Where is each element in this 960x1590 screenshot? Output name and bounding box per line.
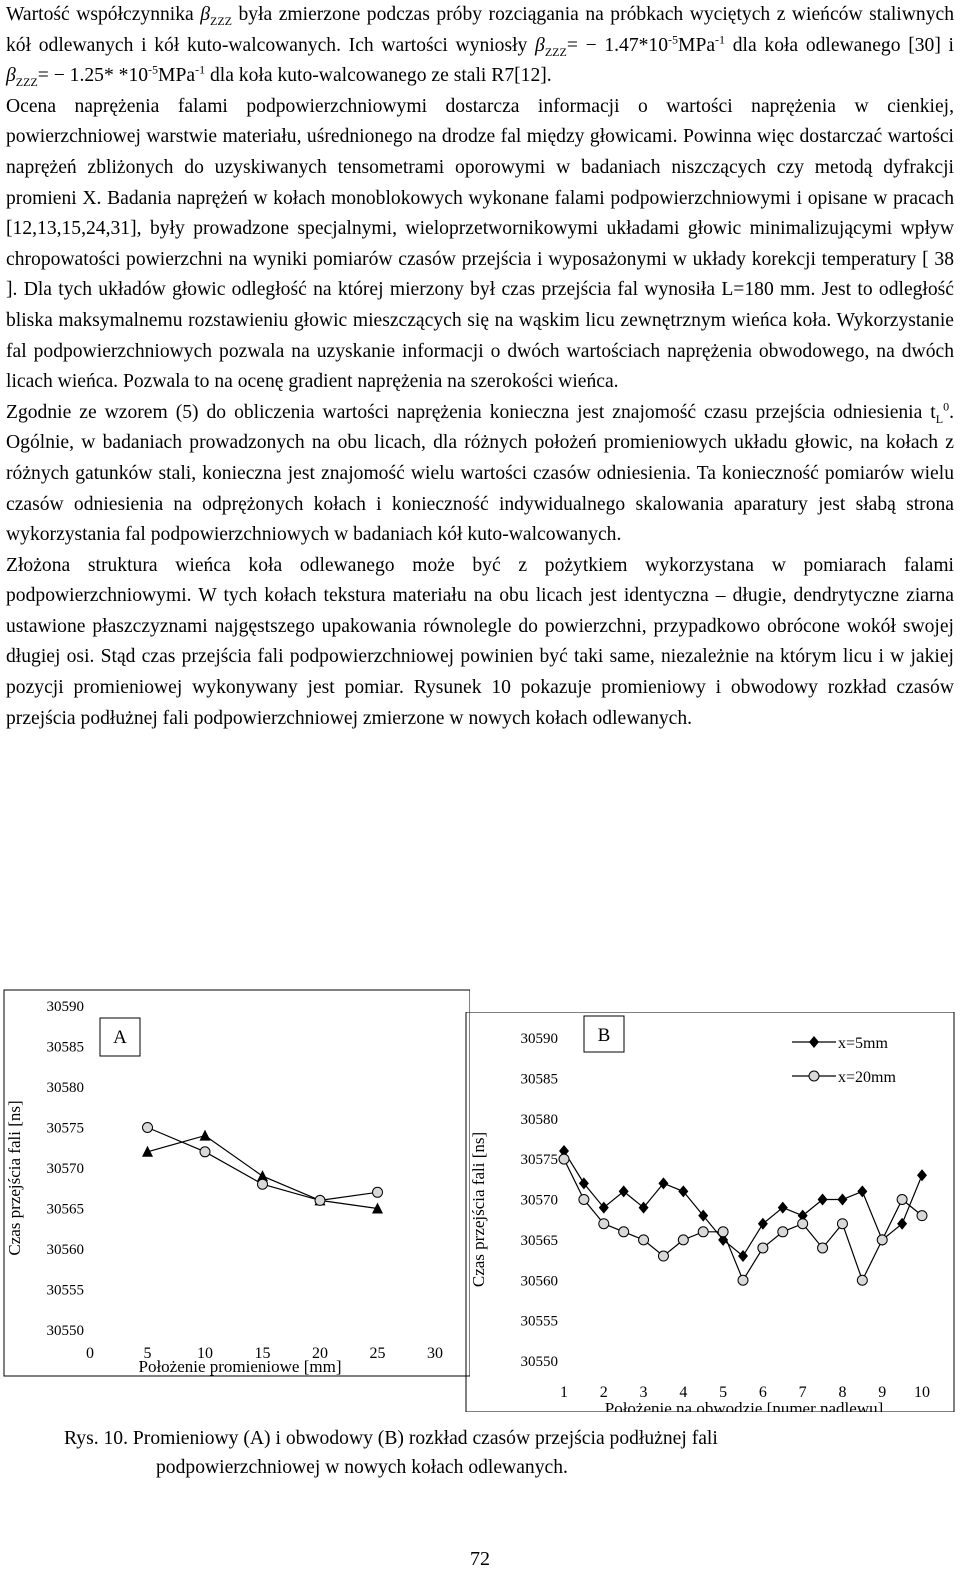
data-point <box>143 1123 153 1133</box>
x-tick-label: 1 <box>560 1384 568 1401</box>
x-tick-label: 7 <box>798 1384 807 1401</box>
legend-label: x=5mm <box>838 1035 888 1052</box>
data-point <box>200 1130 211 1141</box>
data-point <box>818 1243 828 1253</box>
p1-text-3: = − 1.47*10 <box>566 34 669 56</box>
data-point <box>738 1250 748 1262</box>
x-tick-label: 6 <box>758 1384 767 1401</box>
subscript: ZZZ <box>209 13 232 28</box>
y-tick-label: 30575 <box>46 1120 84 1137</box>
data-point <box>579 1195 589 1205</box>
y-tick-label: 30585 <box>520 1071 558 1088</box>
data-point <box>758 1243 768 1253</box>
figure-caption <box>64 1424 944 1482</box>
data-point <box>619 1185 629 1197</box>
data-point <box>599 1219 609 1229</box>
data-point <box>678 1235 688 1245</box>
x-tick-label: 5 <box>719 1384 728 1401</box>
p1-text-2: była zmierzone podczas próby rozciągania na próbkach wyciętych z wieńców staliwnych kół odlewanych i kół kuto-walcowanych. Ich wartości wyniosły <box>6 4 954 56</box>
x-tick-label: 10 <box>197 1345 213 1362</box>
legend-marker <box>809 1071 819 1081</box>
y-tick-label: 30560 <box>520 1273 558 1290</box>
data-point <box>258 1179 268 1189</box>
data-point <box>778 1227 788 1237</box>
beta-symbol: β <box>6 65 16 87</box>
p1-text-5: dla koła odlewanego [30] i <box>725 34 954 56</box>
x-tick-label: 9 <box>878 1384 887 1401</box>
y-tick-label: 30565 <box>520 1232 558 1249</box>
legend-marker <box>809 1036 819 1048</box>
y-tick-label: 30580 <box>46 1080 84 1096</box>
p1-text-1: Wartość współczynnika <box>6 4 201 25</box>
data-point <box>315 1195 325 1205</box>
data-point <box>837 1194 847 1206</box>
y-tick-label: 30560 <box>46 1242 84 1258</box>
data-point <box>877 1235 887 1245</box>
p1-text-7: MPa <box>158 65 196 87</box>
y-tick-label: 30585 <box>46 1039 84 1056</box>
panel-label: A <box>113 1027 127 1048</box>
data-point <box>917 1169 927 1181</box>
x-tick-label: 25 <box>369 1345 386 1362</box>
y-tick-label: 30580 <box>520 1111 558 1128</box>
superscript: -1 <box>715 32 726 47</box>
data-point <box>798 1219 808 1229</box>
y-tick-label: 30590 <box>520 1031 558 1047</box>
y-tick-label: 30550 <box>520 1354 558 1370</box>
page-number: 72 <box>470 1548 490 1570</box>
caption-line-1: Rys. 10. Promieniowy (A) i obwodowy (B) rozkład czasów przejścia podłużnej fali <box>64 1428 718 1449</box>
x-tick-label: 15 <box>254 1345 271 1362</box>
data-point <box>857 1185 867 1197</box>
paragraph-4: Złożona struktura wieńca koła odlewanego może być z pożytkiem wykorzystana w pomiarach falami podpowierzchniowymi. W tych kołach tekstura materiału na obu licach jest identyczna – długie, dendrytyczne ziarna ustawione płaszczyznami najgęstszego upakowania równolegle do powierzchni, przypadkowo obrócone wokół swojej długiej osi. Stąd czas przejścia fali podpowierzchniowej powinien być taki same, niezależnie na którym licu i w jakiej pozycji promieniowej wykonywany jest pomiar. Rysunek 10 pokazuje promieniowy i obwodowy rozkład czasów przejścia podłużnej fali podpowierzchniowej zmierzone w nowych kołach odlewanych. <box>6 554 954 729</box>
series-line <box>564 1151 922 1256</box>
y-axis-label: Czas przejścia fali [ns] <box>5 1100 24 1256</box>
y-tick-label: 30555 <box>520 1313 558 1330</box>
x-tick-label: 0 <box>86 1345 94 1362</box>
superscript: 0 <box>943 399 950 414</box>
chart-b-svg <box>462 1012 960 1412</box>
panel-label: B <box>597 1025 611 1046</box>
series-line <box>564 1159 922 1280</box>
subscript: ZZZ <box>544 44 567 59</box>
x-axis-label: Położenie promieniowe [mm] <box>138 1357 342 1376</box>
paragraph-2: Ocena naprężenia falami podpowierzchniowymi dostarcza informacji o wartości naprężenia w cienkiej, powierzchniowej warstwie materiału, uśrednionego na drodze fal między głowicami. Powinna więc dostarczać wartości naprężeń zbliżonych do uzyskiwanych tensometrami oporowymi w badaniach niszczących czy metodą dyfrakcji promieni X. Badania naprężeń w kołach monoblokowych wykonane falami podpowierzchniowymi i opisane w pracach [12,13,15,24,31], były prowadzone specjalnymi, wieloprzetwornikowymi układami głowic minimalizującymi wpływ chropowatości powierzchni na wyniki pomiarów czasów przejścia i wyposażonymi w układy korekcji temperatury [ 38 ]. Dla tych układów głowic odległość na której mierzony był czas przejścia fal wynosiła L=180 mm. Jest to odległość bliska maksymalnemu rozstawieniu głowic mieszczących się na wąskim licu zewnętrznym wieńca koła. Wykorzystanie fal podpowierzchniowych pozwala na uzyskanie informacji o dwóch wartościach naprężenia obwodowego, na dwóch licach wieńca. Pozwala to na ocenę gradient naprężenia na szerokości wieńca. <box>6 95 954 393</box>
x-tick-label: 10 <box>914 1384 930 1401</box>
data-point <box>897 1218 907 1230</box>
y-tick-label: 30565 <box>46 1201 84 1218</box>
data-point <box>639 1235 649 1245</box>
data-point <box>897 1195 907 1205</box>
x-tick-label: 8 <box>838 1384 847 1401</box>
chart-b <box>462 1012 960 1412</box>
beta-symbol: β <box>535 34 545 56</box>
data-point <box>837 1219 847 1229</box>
data-point <box>857 1275 867 1285</box>
p3-text-1: Zgodnie ze wzorem (5) do obliczenia wartości naprężenia konieczna jest znajomość czasu przejścia odniesienia t <box>6 401 936 423</box>
data-point <box>200 1147 210 1157</box>
x-tick-label: 30 <box>427 1345 443 1362</box>
superscript: -5 <box>148 62 159 77</box>
superscript: -5 <box>668 32 679 47</box>
subscript: L <box>935 411 944 426</box>
superscript: -1 <box>195 62 206 77</box>
subscript: ZZZ <box>15 75 38 90</box>
chart-a-svg <box>0 970 470 1390</box>
x-tick-label: 2 <box>599 1384 608 1401</box>
paragraph-1 <box>6 0 954 92</box>
data-point <box>758 1218 768 1230</box>
data-point <box>559 1154 569 1164</box>
paragraph-3 <box>6 398 954 551</box>
data-point <box>818 1194 828 1206</box>
legend-label: x=20mm <box>838 1069 896 1086</box>
y-tick-label: 30575 <box>520 1152 558 1169</box>
data-point <box>917 1211 927 1221</box>
y-tick-label: 30550 <box>46 1323 84 1339</box>
data-point <box>373 1187 383 1197</box>
data-point <box>718 1227 728 1237</box>
x-tick-label: 5 <box>143 1345 152 1362</box>
p1-text-6: = − 1.25* *10 <box>37 65 149 87</box>
p3-text-2: . Ogólnie, w badaniach prowadzonych na obu licach, dla różnych położeń promieniowych układu głowic, na kołach z różnych gatunków stali, konieczna jest znajomość wielu wartości czasów odniesienia. Ta konieczność pomiarów wielu czasów odniesienia na odprężonych kołach i konieczność indywidualnego skalowania aparatury jest słabą strona wykorzystania fal podpowierzchniowych w badaniach kół kuto-walcowanych. <box>6 401 954 546</box>
p1-text-8: dla koła kuto-walcowanego ze stali R7[12]. <box>205 65 552 87</box>
data-point <box>698 1227 708 1237</box>
p1-text-4: MPa <box>678 34 716 56</box>
x-tick-label: 4 <box>679 1384 688 1401</box>
data-point <box>738 1275 748 1285</box>
data-point <box>658 1251 668 1261</box>
y-tick-label: 30570 <box>520 1192 558 1209</box>
y-tick-label: 30590 <box>46 999 84 1015</box>
x-tick-label: 3 <box>639 1384 648 1401</box>
x-tick-label: 20 <box>312 1345 328 1362</box>
y-tick-label: 30555 <box>46 1282 84 1299</box>
y-tick-label: 30570 <box>46 1161 84 1177</box>
body-text <box>6 0 954 734</box>
y-axis-label: Czas przejścia fali [ns] <box>469 1131 488 1288</box>
x-axis-label: Położenie na obwodzie [numer nadlewu] <box>604 1399 884 1412</box>
data-point <box>778 1202 788 1214</box>
data-point <box>619 1227 629 1237</box>
chart-a <box>0 970 470 1390</box>
caption-line-2: podpowierzchniowej w nowych kołach odlewanych. <box>156 1457 568 1478</box>
beta-symbol: β <box>200 4 210 25</box>
